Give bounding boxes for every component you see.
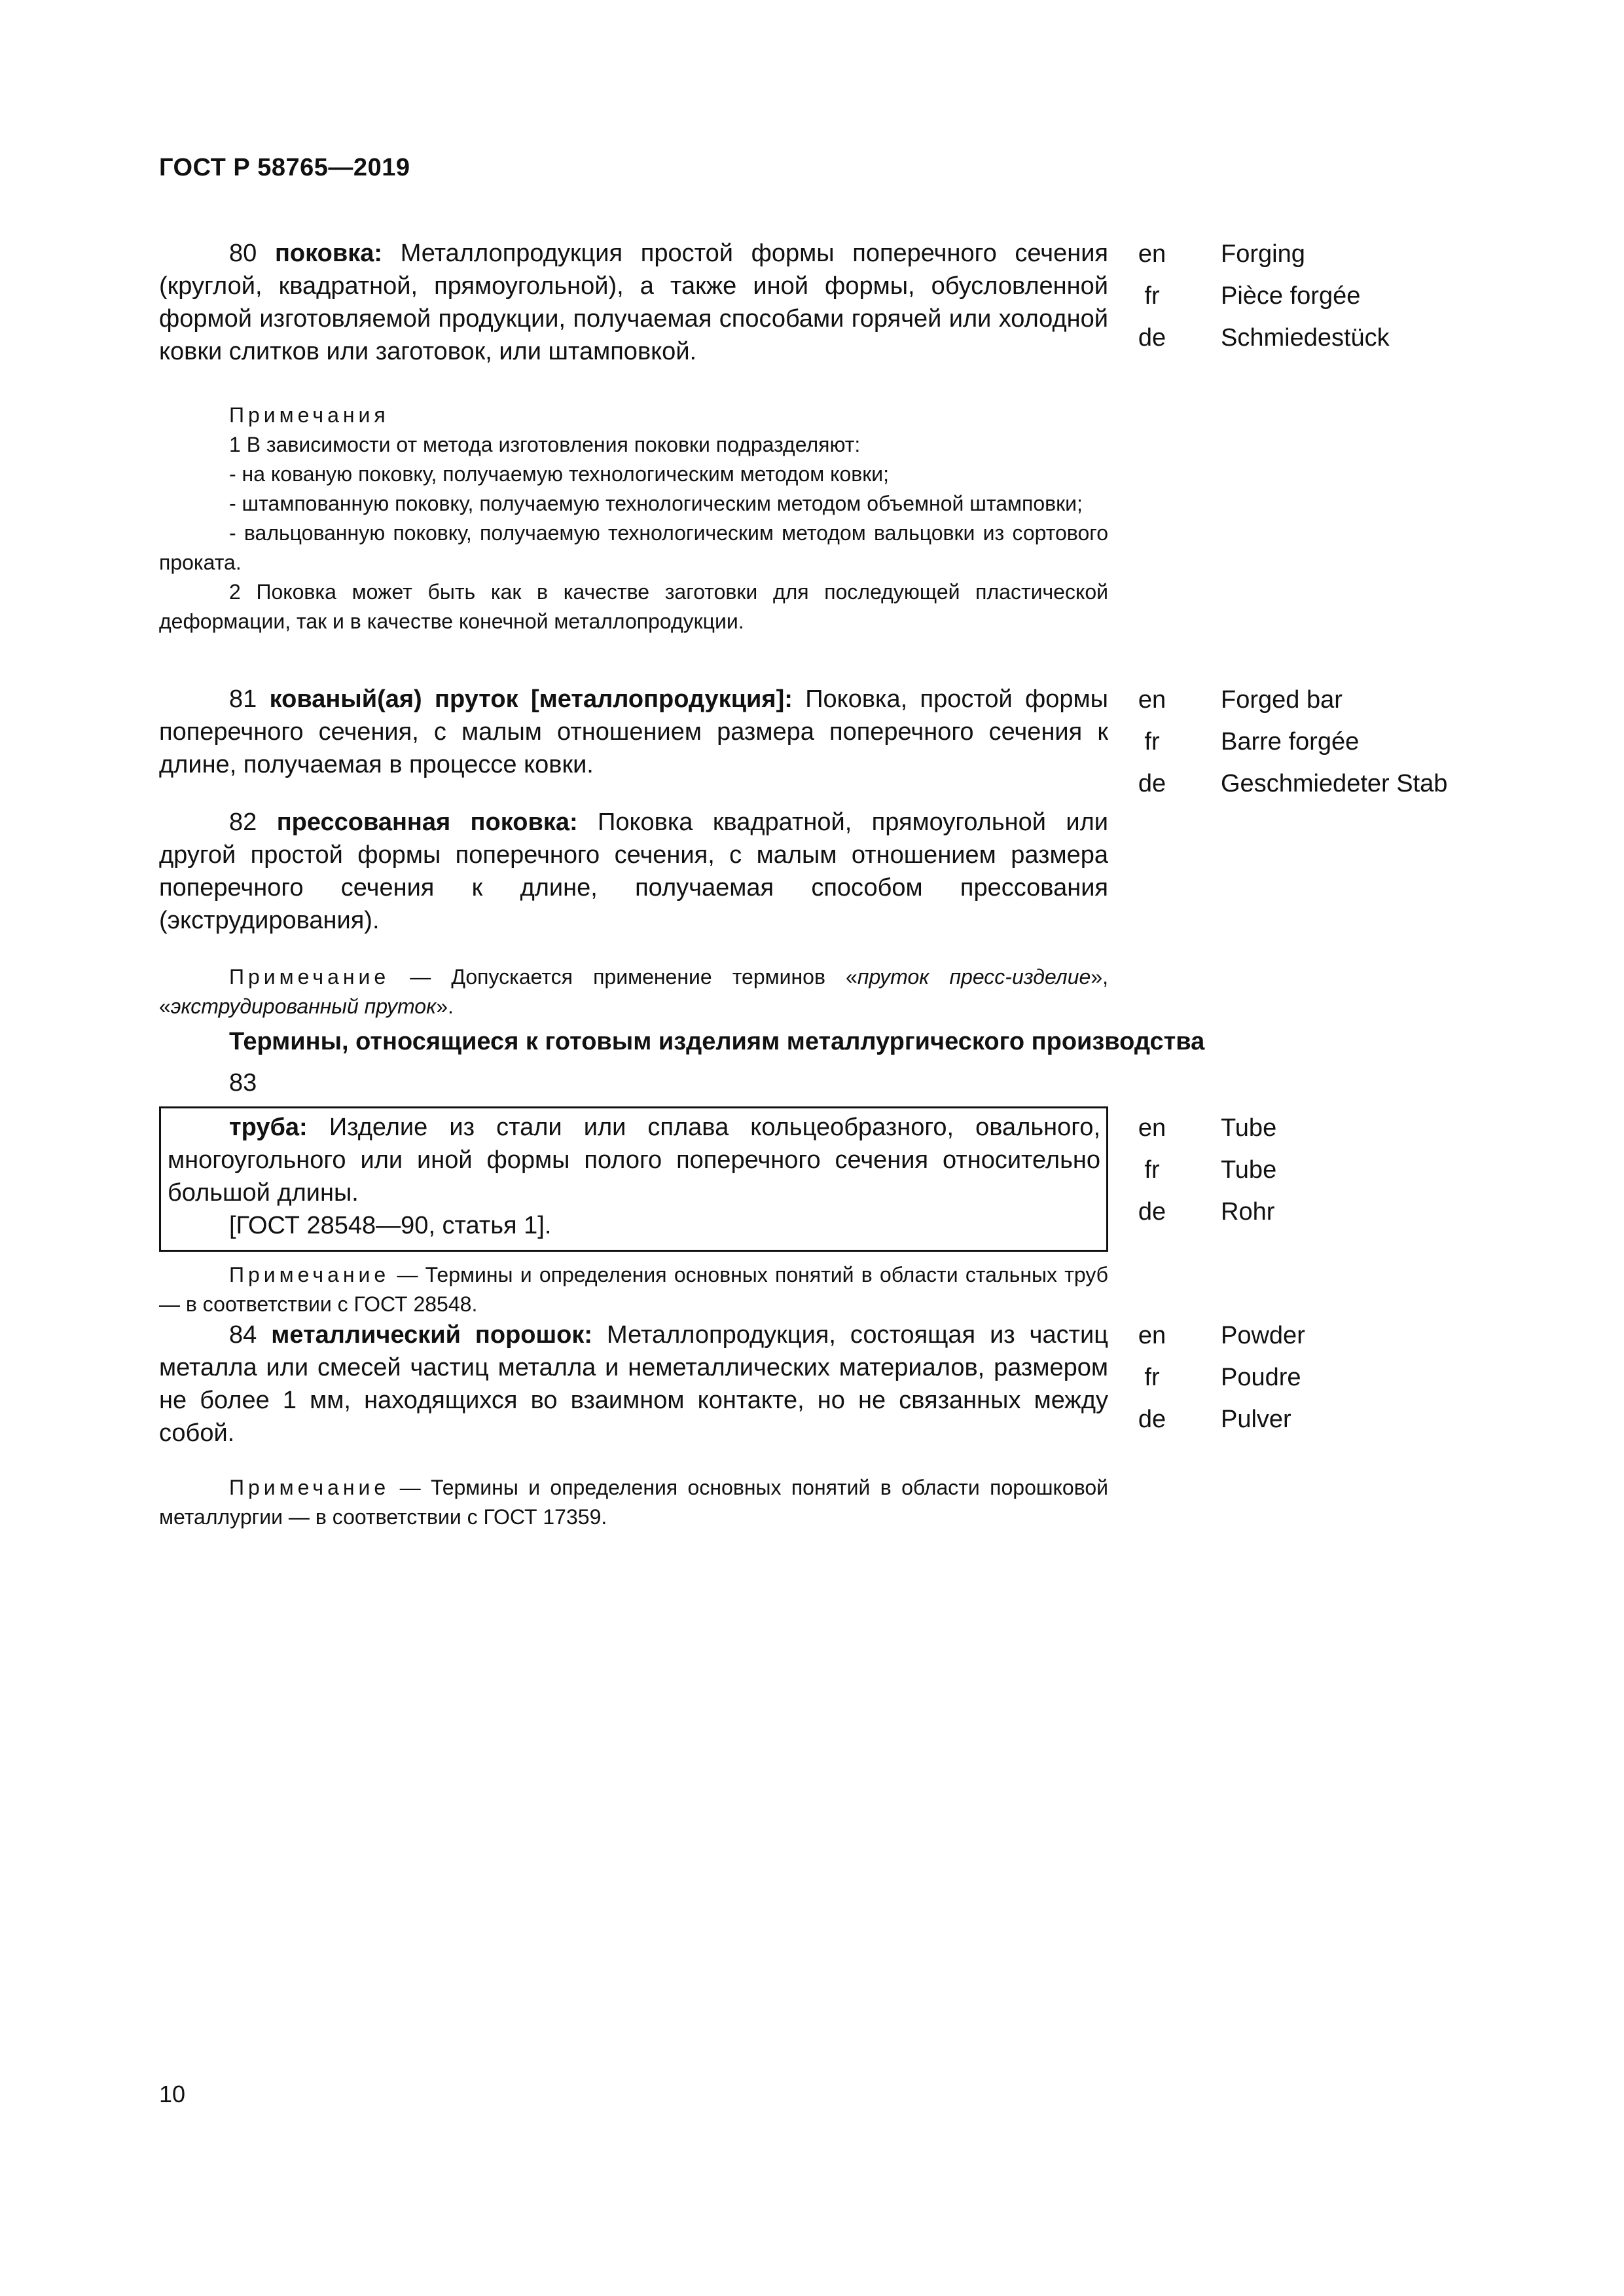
entry-definition: Металлопродукция простой формы поперечного сечения (круглой, квадратной, прямоугольной), а также иной формы, обусловленной формой изготовляемой продукции, получаемая способами горячей или холодной ковки слитков или заготовок, или штамповкой. [159,240,1109,365]
translation-de: Geschmiedeter Stab [1221,770,1448,797]
entry-term: поковка: [274,240,383,267]
note-line: 2 Поковка может быть как в качестве заготовки для последующей пластической деформации, так и в качестве конечной металлопродукции. [159,580,1108,633]
lang-code-de: de [1138,1406,1166,1433]
entry-83 [168,1111,1100,1242]
entry-definition: Металлопродукция, состоящая из частиц металла или смесей частиц металла и неметаллических материалов, размером не более 1 мм, находящихся во взаимном контакте, но не связанных между собой. [159,1321,1109,1447]
entry-number: 80 [229,240,257,267]
translation-fr: Poudre [1221,1364,1301,1391]
notes-heading: Примечания [229,403,389,427]
entry-number: 81 [229,685,257,713]
note-label: Примечание [229,965,390,989]
note-italic-term: пруток пресс-изделие [857,965,1091,989]
lang-code-en: en [1138,1114,1166,1142]
lang-code-fr: fr [1144,728,1160,756]
entry-81 [159,683,1108,781]
translation-words [1221,233,1614,359]
lang-code-de: de [1138,770,1166,797]
entry-number: 82 [229,809,257,836]
note-text: ». [436,994,454,1018]
entry-term: кованый(ая) пруток [металлопродукция]: [269,685,793,713]
note-line: - на кованую поковку, получаемую технологическим методом ковки; [229,462,890,486]
note-label: Примечание [229,1263,390,1286]
translation-en: Forging [1221,240,1305,268]
lang-code-en: en [1138,686,1166,714]
entry-number: 83 [229,1069,257,1097]
entry-84 [159,1319,1108,1449]
note-text: », « [159,965,1108,1018]
document-header: ГОСТ Р 58765—2019 [159,154,410,181]
note-text: — Термины и определения основных понятий в области стальных труб — в соответствии с ГОСТ 28548. [159,1263,1108,1316]
translation-fr: Barre forgée [1221,728,1360,756]
page-number: 10 [159,2081,186,2107]
note-label: Примечание [229,1476,390,1499]
translation-codes [1113,1107,1191,1233]
note-line: - штампованную поковку, получаемую технологическим методом объемной штамповки; [229,492,1083,515]
entry-83-note [159,1260,1108,1319]
note-text: — Термины и определения основных понятий в области порошковой металлургии — в соответствии с ГОСТ 17359. [159,1476,1108,1529]
translation-words [1221,1315,1614,1440]
note-line: - вальцованную поковку, получаемую технологическим методом вальцовки из сортового проката. [159,521,1108,574]
translation-codes [1113,233,1191,359]
translation-de: Schmiedestück [1221,324,1390,352]
entry-84-note [159,1473,1108,1532]
translation-en: Tube [1221,1114,1277,1142]
translation-words [1221,679,1614,805]
note-italic-term: экструдированный пруток [170,994,437,1018]
lang-code-en: en [1138,240,1166,268]
lang-code-fr: fr [1144,282,1160,310]
entry-80-notes [159,401,1108,636]
translation-codes [1113,1315,1191,1440]
translation-en: Forged bar [1221,686,1343,714]
note-line: 1 В зависимости от метода изготовления поковки подразделяют: [229,433,861,456]
entry-term: металлический порошок: [271,1321,593,1349]
translation-de: Rohr [1221,1198,1275,1226]
note-text: — Допускается применение терминов « [389,965,857,989]
entry-definition: Поковка, простой формы поперечного сечения, с малым отношением размера поперечного сечения к длине, получаемая в процессе ковки. [159,685,1108,778]
entry-80 [159,237,1108,368]
lang-code-fr: fr [1144,1156,1160,1184]
entry-term: труба: [229,1114,308,1141]
section-title: Термины, относящиеся к готовым изделиям металлургического производства [229,1028,1205,1055]
lang-code-de: de [1138,324,1166,352]
entry-82-note [159,962,1108,1021]
entry-definition: Поковка квадратной, прямоугольной или другой простой формы поперечного сечения, с малым отношением размера поперечного сечения к длине, получаемая способом прессования (экструдирования). [159,809,1109,934]
translation-codes [1113,679,1191,805]
translation-fr: Pièce forgée [1221,282,1361,310]
entry-definition: Изделие из стали или сплава кольцеобразного, овального, многоугольного или иной формы полого поперечного сечения относительно большой длины. [168,1114,1101,1207]
translation-en: Powder [1221,1322,1305,1349]
translation-fr: Tube [1221,1156,1277,1184]
translation-words [1221,1107,1614,1233]
lang-code-en: en [1138,1322,1166,1349]
entry-82 [159,806,1108,937]
translation-de: Pulver [1221,1406,1291,1433]
lang-code-fr: fr [1144,1364,1160,1391]
entry-number: 84 [229,1321,257,1349]
entry-reference: [ГОСТ 28548—90, статья 1]. [229,1212,552,1239]
lang-code-de: de [1138,1198,1166,1226]
entry-term: прессованная поковка: [276,809,578,836]
